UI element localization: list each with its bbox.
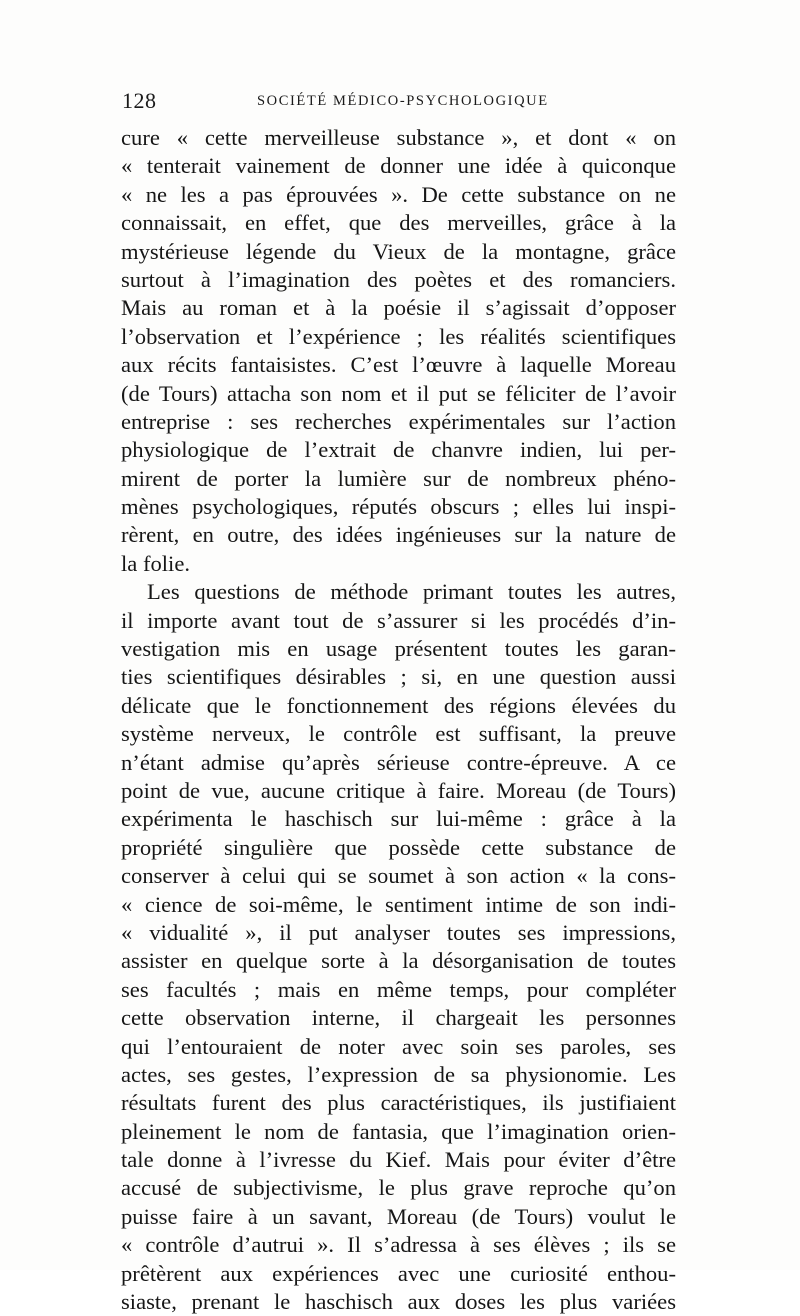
text-line: point de vue, aucune critique à faire. Moreau (de Tours) [121, 777, 676, 803]
text-line: puisse faire à un savant, Moreau (de Tours) voulut le [121, 1203, 676, 1229]
body-text [121, 124, 676, 1316]
text-line: cette observation interne, il chargeait les personnes [121, 1005, 676, 1031]
running-head: SOCIÉTÉ MÉDICO-PSYCHOLOGIQUE [257, 93, 549, 109]
text-line: « ne les a pas éprouvées ». De cette substance on ne [121, 181, 676, 207]
text-line: il importe avant tout de s’assurer si les procédés d’in- [121, 607, 676, 633]
text-line: ties scientifiques désirables ; si, en une question aussi [121, 664, 676, 690]
text-line: (de Tours) attacha son nom et il put se féliciter de l’avoir [121, 380, 676, 406]
text-line: « vidualité », il put analyser toutes ses impressions, [121, 919, 676, 945]
page-number: 128 [122, 88, 157, 113]
text-line: qui l’entouraient de noter avec soin ses paroles, ses [121, 1033, 676, 1059]
text-line: siaste, prenant le haschisch aux doses les plus variées [121, 1289, 676, 1315]
text-line: surtout à l’imagination des poètes et des romanciers. [121, 266, 676, 292]
text-line: cure « cette merveilleuse substance », et dont « on [121, 125, 676, 150]
text-line: conserver à celui qui se soumet à son action « la cons- [121, 863, 676, 889]
text-line: résultats furent des plus caractéristiques, ils justifiaient [121, 1090, 676, 1116]
text-line: ses facultés ; mais en même temps, pour compléter [121, 976, 676, 1002]
text-line: « tenterait vainement de donner une idée à quiconque [121, 153, 676, 179]
text-line: aux récits fantaisistes. C’est l’œuvre à laquelle Moreau [121, 352, 676, 378]
text-line: connaissait, en effet, que des merveilles, grâce à la [121, 210, 676, 236]
text-line: physiologique de l’extrait de chanvre indien, lui per- [121, 437, 676, 463]
text-line: système nerveux, le contrôle est suffisant, la preuve [121, 721, 676, 747]
paragraph-start-line: Les questions de méthode primant toutes les autres, [147, 579, 676, 605]
text-line: n’étant admise qu’après sérieuse contre-épreuve. A ce [121, 749, 676, 775]
text-line: Mais au roman et à la poésie il s’agissait d’opposer [121, 295, 676, 321]
text-line: mirent de porter la lumière sur de nombreux phéno- [121, 465, 676, 491]
text-line: tale donne à l’ivresse du Kief. Mais pour éviter d’être [121, 1147, 676, 1173]
text-line: rèrent, en outre, des idées ingénieuses sur la nature de [121, 522, 676, 548]
text-line: prêtèrent aux expériences avec une curiosité enthou- [121, 1260, 676, 1286]
paragraph-end-line: la folie. [121, 550, 191, 576]
text-line: propriété singulière que possède cette substance de [121, 834, 676, 860]
text-line: mènes psychologiques, réputés obscurs ; elles lui inspi- [121, 494, 676, 520]
page-header [122, 88, 674, 118]
text-line: entreprise : ses recherches expérimentales sur l’action [121, 408, 676, 434]
text-line: « cience de soi-même, le sentiment intime de son indi- [121, 891, 676, 917]
text-line: « contrôle d’autrui ». Il s’adressa à ses élèves ; ils se [121, 1232, 676, 1258]
text-line: délicate que le fonctionnement des régions élevées du [121, 692, 676, 718]
text-line: accusé de subjectivisme, le plus grave reproche qu’on [121, 1175, 676, 1201]
text-line: vestigation mis en usage présentent toutes les garan- [121, 636, 676, 662]
text-line: assister en quelque sorte à la désorganisation de toutes [121, 948, 676, 974]
text-line: l’observation et l’expérience ; les réalités scientifiques [121, 323, 676, 349]
text-line: mystérieuse légende du Vieux de la montagne, grâce [121, 238, 676, 264]
text-line: pleinement le nom de fantasia, que l’imagination orien- [121, 1118, 676, 1144]
text-line: expérimenta le haschisch sur lui-même : grâce à la [121, 806, 676, 832]
text-line: actes, ses gestes, l’expression de sa physionomie. Les [121, 1061, 676, 1087]
